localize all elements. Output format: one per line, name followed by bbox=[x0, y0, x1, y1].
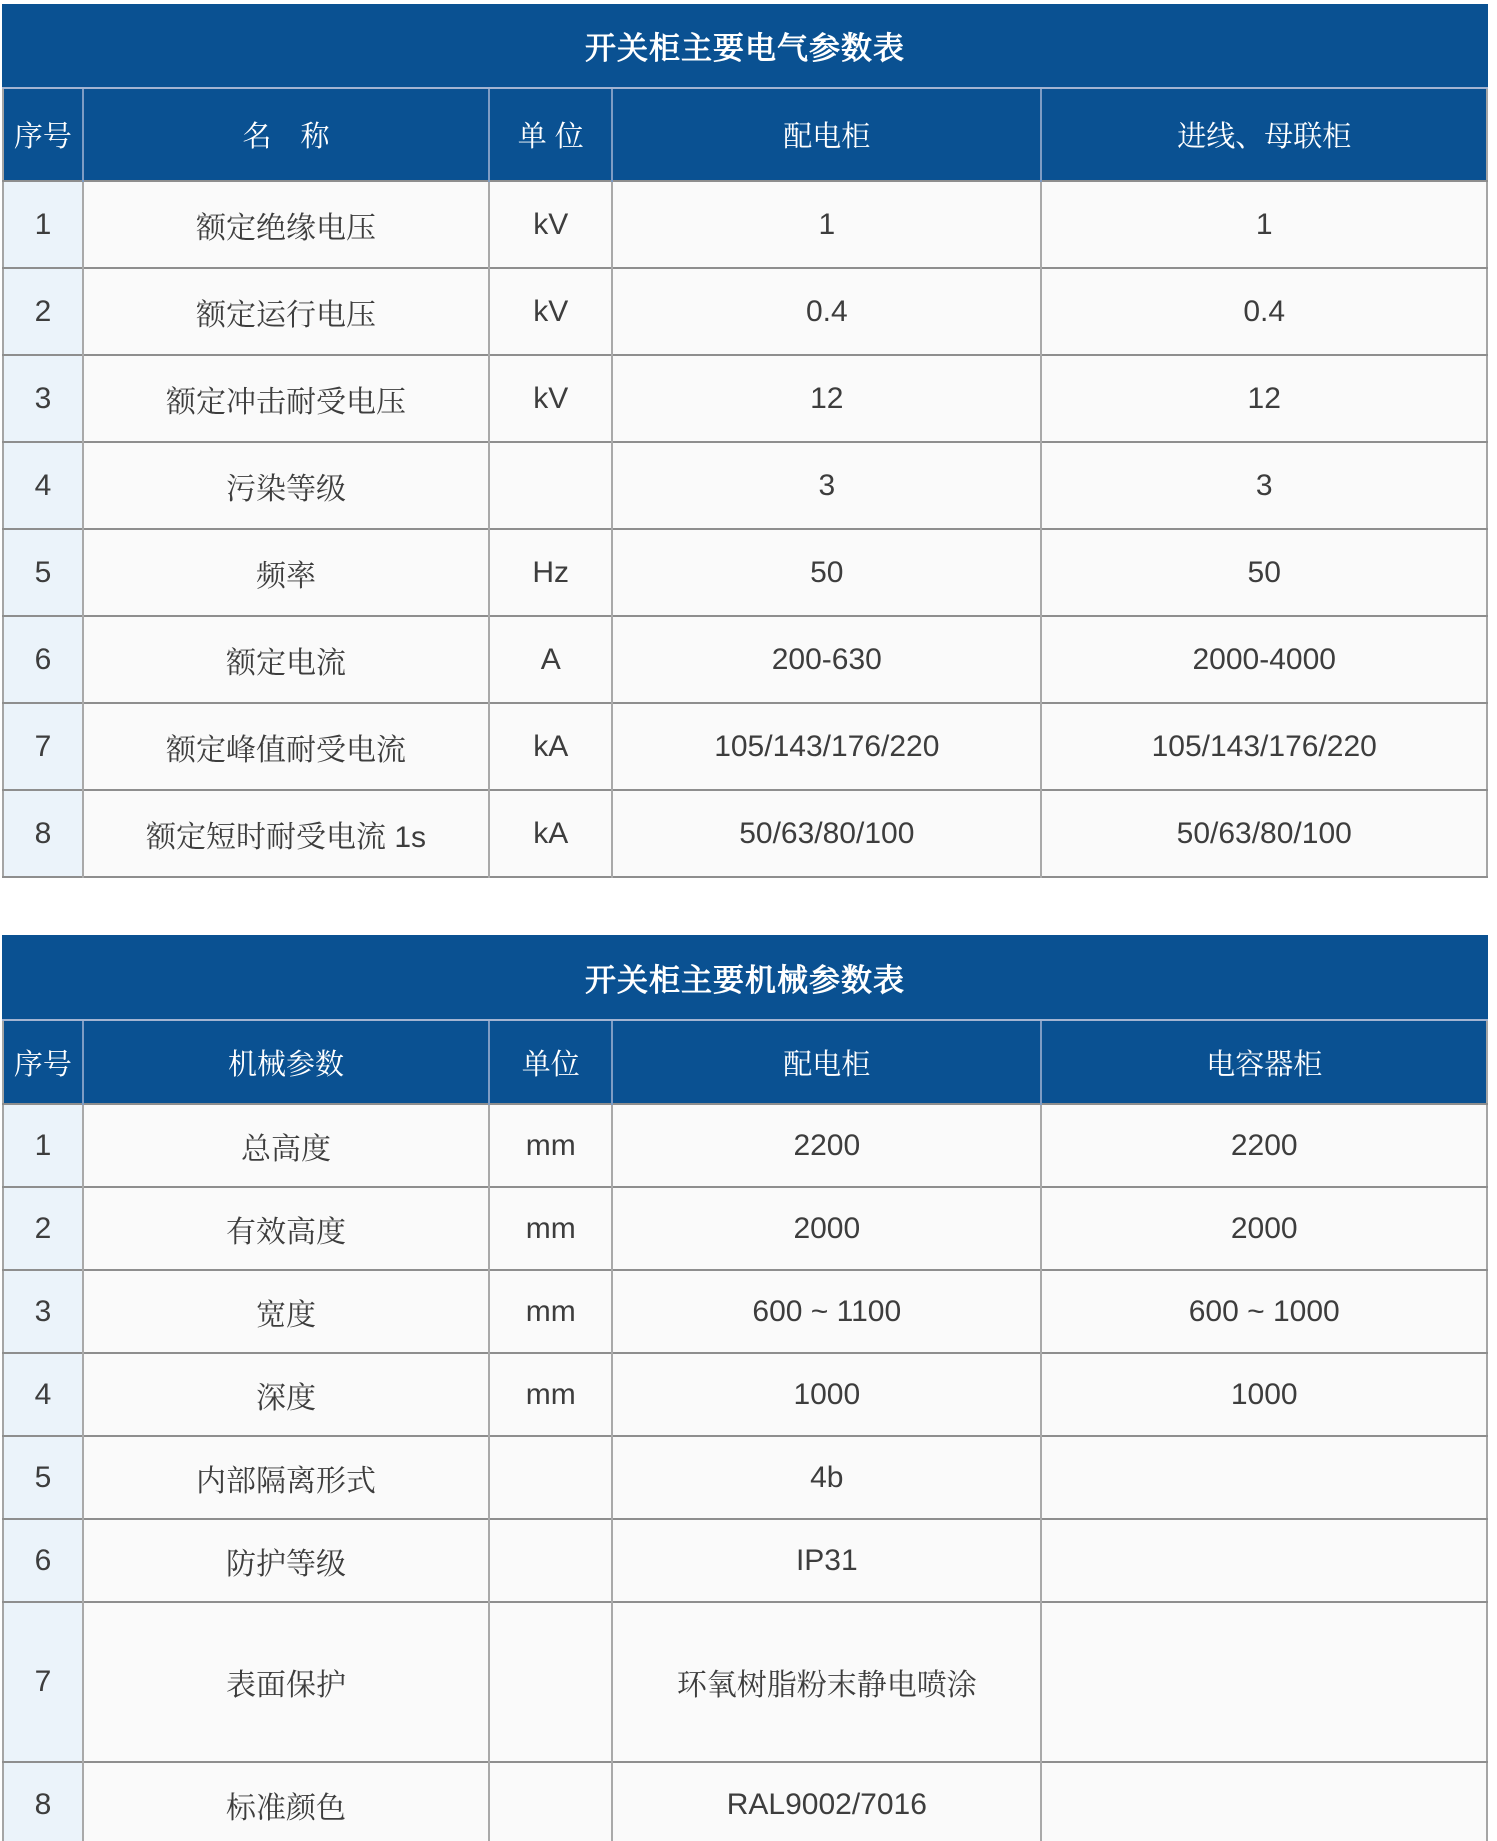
value-cell-1: 50 bbox=[612, 529, 1041, 616]
value-cell-1: IP31 bbox=[612, 1519, 1041, 1602]
row-index-cell: 5 bbox=[3, 1436, 83, 1519]
value-cell-1: 2200 bbox=[612, 1104, 1041, 1187]
value-cell-2: 0.4 bbox=[1041, 268, 1487, 355]
table-row bbox=[3, 703, 1487, 790]
param-name-cell: 宽度 bbox=[83, 1270, 489, 1353]
value-cell-2: 600 ~ 1000 bbox=[1041, 1270, 1487, 1353]
value-cell-2: 2200 bbox=[1041, 1104, 1487, 1187]
mechanical-params-table bbox=[2, 935, 1488, 1841]
table-row bbox=[3, 1519, 1487, 1602]
row-index-cell: 2 bbox=[3, 268, 83, 355]
row-index-cell: 2 bbox=[3, 1187, 83, 1270]
param-name-cell: 额定冲击耐受电压 bbox=[83, 355, 489, 442]
value-cell-1: 12 bbox=[612, 355, 1041, 442]
unit-cell bbox=[489, 1436, 612, 1519]
unit-cell bbox=[489, 442, 612, 529]
value-cell-1: 4b bbox=[612, 1436, 1041, 1519]
unit-cell bbox=[489, 1519, 612, 1602]
row-index-cell: 5 bbox=[3, 529, 83, 616]
mechanical-params-grid bbox=[2, 1021, 1488, 1841]
unit-cell: kA bbox=[489, 703, 612, 790]
table-row bbox=[3, 1436, 1487, 1519]
value-cell-2: 2000-4000 bbox=[1041, 616, 1487, 703]
table-row bbox=[3, 1353, 1487, 1436]
param-name-cell: 内部隔离形式 bbox=[83, 1436, 489, 1519]
unit-cell bbox=[489, 1762, 612, 1841]
row-index-cell: 3 bbox=[3, 355, 83, 442]
electrical-params-grid bbox=[2, 89, 1488, 878]
unit-cell: mm bbox=[489, 1187, 612, 1270]
unit-cell: kV bbox=[489, 181, 612, 268]
electrical-params-table bbox=[2, 4, 1488, 878]
row-index-cell: 4 bbox=[3, 1353, 83, 1436]
row-index-cell: 3 bbox=[3, 1270, 83, 1353]
unit-cell: kV bbox=[489, 355, 612, 442]
param-name-cell: 有效高度 bbox=[83, 1187, 489, 1270]
value-cell-1: 600 ~ 1100 bbox=[612, 1270, 1041, 1353]
value-cell-2 bbox=[1041, 1436, 1487, 1519]
value-cell-2: 50/63/80/100 bbox=[1041, 790, 1487, 877]
value-cell-2: 1000 bbox=[1041, 1353, 1487, 1436]
header-row bbox=[3, 1021, 1487, 1104]
value-cell-1: 105/143/176/220 bbox=[612, 703, 1041, 790]
value-cell-1: 200-630 bbox=[612, 616, 1041, 703]
table-row bbox=[3, 268, 1487, 355]
param-name-cell: 深度 bbox=[83, 1353, 489, 1436]
value-cell-1: 2000 bbox=[612, 1187, 1041, 1270]
value-cell-2: 50 bbox=[1041, 529, 1487, 616]
table-row bbox=[3, 616, 1487, 703]
unit-cell: mm bbox=[489, 1270, 612, 1353]
col-header-mechanical-param: 机械参数 bbox=[83, 1021, 489, 1104]
value-cell-2: 1 bbox=[1041, 181, 1487, 268]
param-name-cell: 表面保护 bbox=[83, 1602, 489, 1762]
mechanical-table-title: 开关柜主要机械参数表 bbox=[2, 935, 1488, 1021]
unit-cell: kV bbox=[489, 268, 612, 355]
param-name-cell: 额定短时耐受电流 1s bbox=[83, 790, 489, 877]
unit-cell: mm bbox=[489, 1104, 612, 1187]
param-name-cell: 频率 bbox=[83, 529, 489, 616]
row-index-cell: 8 bbox=[3, 790, 83, 877]
value-cell-1: 1000 bbox=[612, 1353, 1041, 1436]
value-cell-1: 50/63/80/100 bbox=[612, 790, 1041, 877]
row-index-cell: 1 bbox=[3, 1104, 83, 1187]
param-name-cell: 防护等级 bbox=[83, 1519, 489, 1602]
unit-cell bbox=[489, 1602, 612, 1762]
row-index-cell: 6 bbox=[3, 1519, 83, 1602]
table-row bbox=[3, 355, 1487, 442]
table-row bbox=[3, 790, 1487, 877]
unit-cell: A bbox=[489, 616, 612, 703]
value-cell-1: 3 bbox=[612, 442, 1041, 529]
value-cell-2: 2000 bbox=[1041, 1187, 1487, 1270]
param-name-cell: 污染等级 bbox=[83, 442, 489, 529]
col-header-distribution-cabinet: 配电柜 bbox=[612, 89, 1041, 181]
electrical-table-title: 开关柜主要电气参数表 bbox=[2, 4, 1488, 89]
value-cell-2 bbox=[1041, 1519, 1487, 1602]
unit-cell: mm bbox=[489, 1353, 612, 1436]
row-index-cell: 8 bbox=[3, 1762, 83, 1841]
table-row bbox=[3, 442, 1487, 529]
row-index-cell: 7 bbox=[3, 703, 83, 790]
row-index-cell: 6 bbox=[3, 616, 83, 703]
row-index-cell: 1 bbox=[3, 181, 83, 268]
unit-cell: kA bbox=[489, 790, 612, 877]
col-header-unit: 单 位 bbox=[489, 89, 612, 181]
table-row bbox=[3, 529, 1487, 616]
value-cell-1: 1 bbox=[612, 181, 1041, 268]
param-name-cell: 标准颜色 bbox=[83, 1762, 489, 1841]
table-row bbox=[3, 1104, 1487, 1187]
row-index-cell: 4 bbox=[3, 442, 83, 529]
col-header-incoming-bus-cabinet: 进线、母联柜 bbox=[1041, 89, 1487, 181]
header-row bbox=[3, 89, 1487, 181]
col-header-index: 序号 bbox=[3, 89, 83, 181]
row-index-cell: 7 bbox=[3, 1602, 83, 1762]
value-cell-2: 3 bbox=[1041, 442, 1487, 529]
col-header-index: 序号 bbox=[3, 1021, 83, 1104]
col-header-distribution-cabinet: 配电柜 bbox=[612, 1021, 1041, 1104]
value-cell-2: 105/143/176/220 bbox=[1041, 703, 1487, 790]
param-name-cell: 额定运行电压 bbox=[83, 268, 489, 355]
unit-cell: Hz bbox=[489, 529, 612, 616]
value-cell-1: 环氧树脂粉末静电喷涂 bbox=[612, 1602, 1041, 1762]
value-cell-1: RAL9002/7016 bbox=[612, 1762, 1041, 1841]
value-cell-2 bbox=[1041, 1602, 1487, 1762]
table-row bbox=[3, 181, 1487, 268]
value-cell-2 bbox=[1041, 1762, 1487, 1841]
value-cell-1: 0.4 bbox=[612, 268, 1041, 355]
table-row bbox=[3, 1270, 1487, 1353]
param-name-cell: 额定绝缘电压 bbox=[83, 181, 489, 268]
col-header-unit: 单位 bbox=[489, 1021, 612, 1104]
param-name-cell: 额定电流 bbox=[83, 616, 489, 703]
param-name-cell: 总高度 bbox=[83, 1104, 489, 1187]
param-name-cell: 额定峰值耐受电流 bbox=[83, 703, 489, 790]
col-header-name: 名 称 bbox=[83, 89, 489, 181]
col-header-capacitor-cabinet: 电容器柜 bbox=[1041, 1021, 1487, 1104]
table-row bbox=[3, 1762, 1487, 1841]
table-row bbox=[3, 1602, 1487, 1762]
value-cell-2: 12 bbox=[1041, 355, 1487, 442]
table-row bbox=[3, 1187, 1487, 1270]
